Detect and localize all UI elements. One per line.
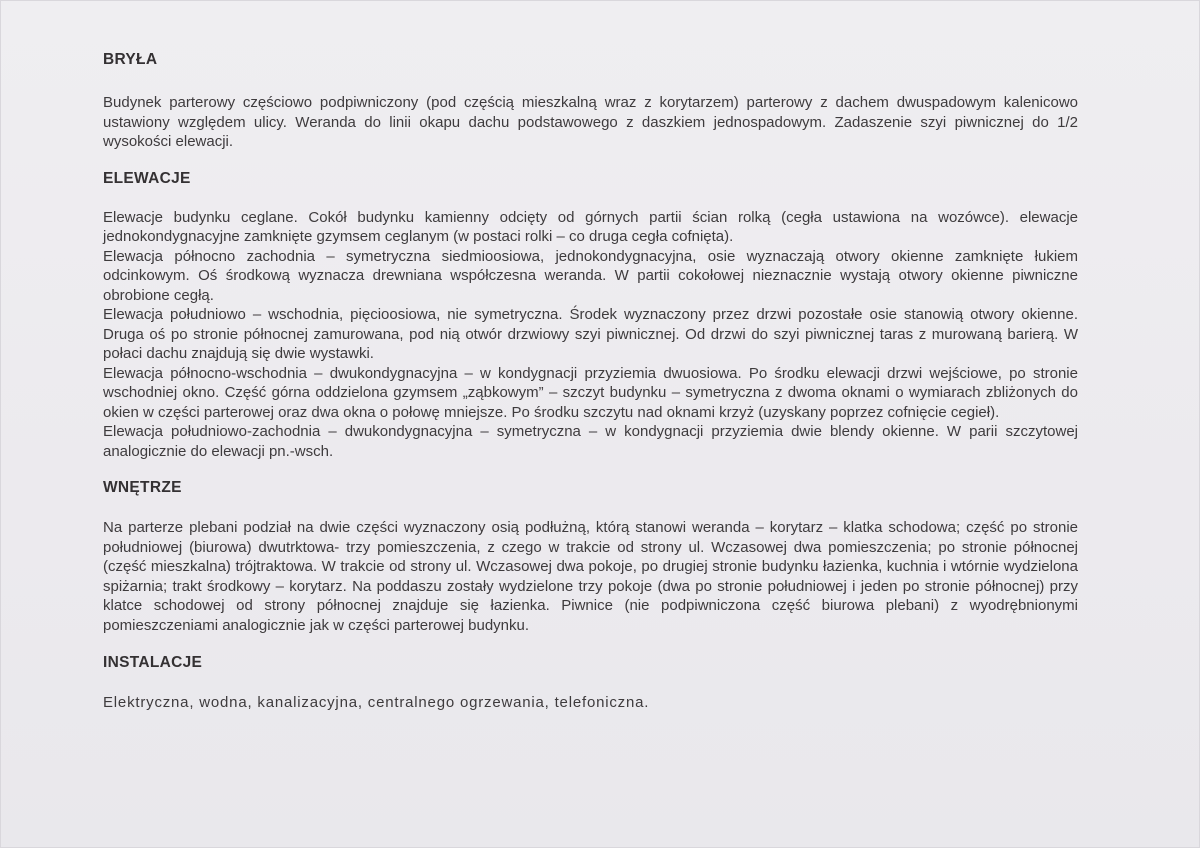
section-text-instalacje: Elektryczna, wodna, kanalizacyjna, centralnego ogrzewania, telefoniczna.: [103, 694, 650, 711]
section-text-bryla: Budynek parterowy częściowo podpiwniczony (pod częścią mieszkalną wraz z korytarzem) parterowy z dachem dwuspadowym kalenicowo ustawiony względem ulicy. Weranda do linii okapu dachu podstawowego z daszkiem jednospadowym. Zadaszenie szyi piwnicznej do 1/2 wysokości elewacji.: [103, 94, 1078, 150]
elewacje-paragraph-1: Elewacje budynku ceglane. Cokół budynku kamienny odcięty od górnych partii ścian rolką (cegła ustawiona na wozówce). elewacje jednokondygnacyjne zamknięte gzymsem ceglanym (w postaci rolki – co druga cegła cofnięta).: [103, 208, 1078, 245]
elewacje-paragraph-4: Elewacja północno-wschodnia – dwukondygnacyjna – w kondygnacji przyziemia dwuosiowa. Po środku elewacji drzwi wejściowe, po stronie wschodniej okno. Część górna oddzielona gzymsem „ząbkowym” – szczyt budynku – symetryczna z dwoma oknami o wymiarach zbliżonych do okien w części parterowej oraz dwa okna o połowę mniejsze. Po środku szczytu nad oknami krzyż (uzyskany poprzez cofnięcie cegieł).: [103, 364, 1078, 421]
section-heading-instalacje: INSTALACJE: [103, 654, 203, 671]
elewacje-paragraph-2: Elewacja północno zachodnia – symetryczna siedmioosiowa, jednokondygnacyjna, osie wyznaczają otwory okienne zamknięte łukiem odcinkowym. Oś środkową wyznacza drewniana współczesna weranda. W partii cokołowej nieznacznie wystają otwory okienne piwniczne obrobione cegłą.: [103, 247, 1078, 304]
section-heading-bryla: BRYŁA: [103, 51, 158, 68]
section-text-wnetrze: Na parterze plebani podział na dwie części wyznaczony osią podłużną, którą stanowi weranda – korytarz – klatka schodowa; część po stronie południowej (biurowa) dwutrktowa- trzy pomieszczenia, z czego w trakcie od strony ul. Wczasowej dwa pomieszczenia; po stronie północnej (część mieszkalna) trójtraktowa. W trakcie od strony ul. Wczasowej dwa pokoje, po drugiej stronie budynku łazienka, kuchnia i wtórnie wydzielona spiżarnia; trakt środkowy – korytarz. Na poddaszu zostały wydzielone trzy pokoje (dwa po stronie południowej i jeden po stronie północnej) przy klatce schodowej od strony północnej znajduje się łazienka. Piwnice (nie podpiwniczona część biurowa plebani) z wyodrębnionymi pomieszczeniami analogicznie jak w części parterowej budynku.: [103, 519, 1078, 634]
elewacje-paragraph-5: Elewacja południowo-zachodnia – dwukondygnacyjna – symetryczna – w kondygnacji przyziemia dwie blendy okienne. W parii szczytowej analogicznie do elewacji pn.-wsch.: [103, 423, 1078, 460]
section-heading-elewacje: ELEWACJE: [103, 169, 191, 187]
elewacje-paragraph-3: Elewacja południowo – wschodnia, pięcioosiowa, nie symetryczna. Środek wyznaczony przez drzwi pozostałe osie stanowią otwory okienne. Druga oś po stronie północnej zamurowana, pod nią otwór drzwiowy szyi piwnicznej. Od drzwi do szyi piwnicznej taras z murowaną barierą. W połaci dachu znajdują się dwie wystawki.: [103, 306, 1078, 362]
section-heading-wnetrze: WNĘTRZE: [103, 479, 182, 496]
document-content: [103, 50, 1078, 713]
section-body-elewacje: [103, 208, 1078, 462]
